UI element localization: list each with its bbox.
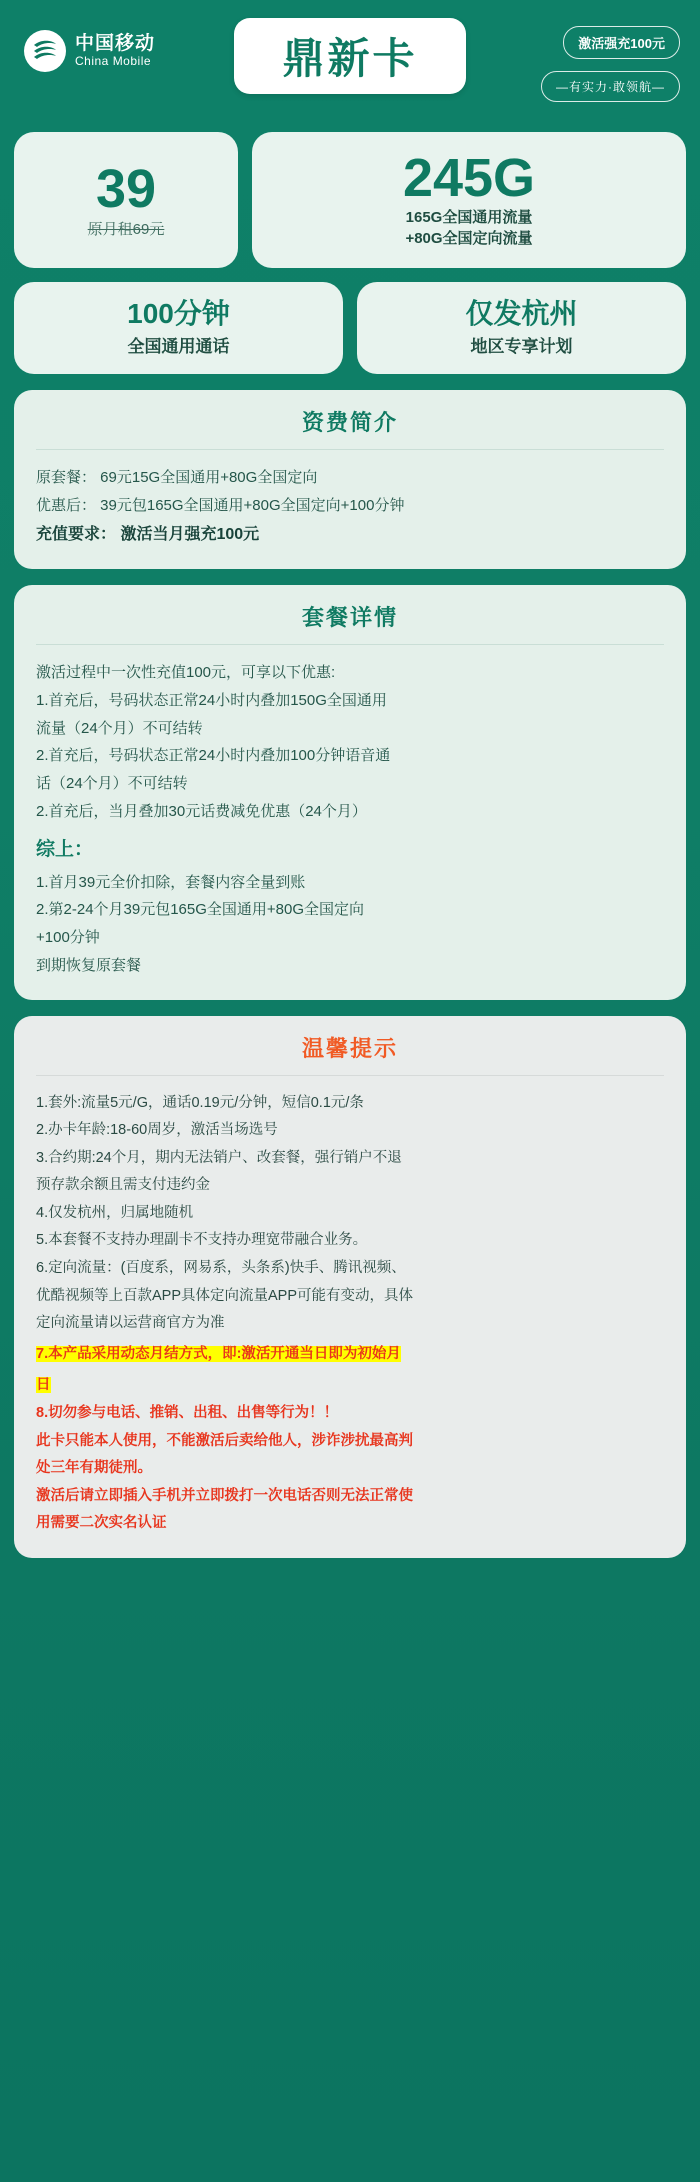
fee-divider: [36, 449, 664, 450]
brand-text: [75, 33, 155, 69]
data-total-value: 245G: [402, 147, 536, 208]
detail-summary-line: 1.首月39元全价扣除，套餐内容全量到账: [36, 873, 306, 891]
tip-line: 3.合约期:24个月，期内无法销户、改套餐，强行销户不退: [36, 1149, 402, 1166]
product-title-badge: [234, 18, 466, 94]
recharge-chip: 激活强充100元: [563, 26, 680, 59]
detail-section: [14, 585, 686, 1000]
tip-line: 2.办卡年龄:18-60周岁，激活当场选号: [36, 1122, 278, 1139]
fee-line: 优惠后： 39元包165G全国通用+80G全国定向+100分钟: [36, 496, 405, 514]
data-directed-line: +80G全国定向流量: [405, 230, 533, 248]
header-chips: [541, 14, 686, 102]
fee-line: 原套餐： 69元15G全国通用+80G全国定向: [36, 469, 318, 486]
brand-name-en: China Mobile: [75, 54, 152, 69]
data-general-line: 165G全国通用流量: [405, 208, 533, 226]
voice-card: [14, 282, 343, 374]
tip-highlight-line: 日: [36, 1376, 51, 1393]
detail-summary-heading: 综上：: [36, 838, 94, 860]
fee-section-title: 资费简介: [301, 410, 398, 435]
detail-line: 激活过程中一次性充值100元，可享以下优惠:: [36, 664, 336, 682]
tips-section-title: 温馨提示: [301, 1035, 398, 1061]
tips-divider: [36, 1075, 664, 1076]
brand-name-cn: 中国移动: [75, 33, 156, 55]
tip-warning-line: 8.切勿参与电话、推销、出租、出售等行为！！: [36, 1405, 339, 1422]
tip-line: 6.定向流量：(百度系，网易系，头条系)快手、腾讯视频、: [36, 1260, 406, 1277]
data-card: [252, 132, 686, 268]
price-value: 39: [95, 158, 157, 219]
highlight-row-2: [14, 282, 686, 374]
detail-line: 流量（24个月）不可结转: [36, 719, 203, 737]
page-header: [14, 14, 686, 122]
tip-line: 4.仅发杭州，归属地随机: [36, 1204, 194, 1221]
highlight-row-1: [14, 132, 686, 268]
tips-highlight-block: [36, 1338, 664, 1400]
detail-line: 2.首充后，当月叠加30元话费减免优惠（24个月）: [36, 802, 367, 820]
slogan-chip: —有实力·敢领航—: [541, 71, 680, 102]
region-value: 仅发杭州: [465, 297, 578, 329]
detail-section-title: 套餐详情: [301, 605, 398, 631]
price-original: 原月租69元: [87, 220, 165, 238]
fee-section: [14, 390, 686, 569]
page-title: 鼎新卡: [282, 35, 418, 82]
china-mobile-logo-icon: [24, 30, 66, 72]
tip-line: 1.套外:流量5元/G，通话0.19元/分钟，短信0.1元/条: [36, 1094, 364, 1111]
tip-line: 定向流量请以运营商官方为准: [36, 1315, 225, 1332]
tip-warning-line: 激活后请立即插入手机并立即拨打一次电话否则无法正常使: [36, 1487, 413, 1504]
tip-line: 预存款余额且需支付违约金: [36, 1177, 210, 1194]
voice-minutes-value: 100分钟: [127, 297, 230, 329]
detail-summary-line: +100分钟: [36, 929, 100, 947]
detail-summary-line: 2.第2-24个月39元包165G全国通用+80G全国定向: [36, 901, 365, 919]
tip-highlight-line: 7.本产品采用动态月结方式，即:激活开通当日即为初始月: [36, 1345, 401, 1362]
detail-divider: [36, 644, 664, 645]
voice-minutes-label: 全国通用通话: [127, 337, 230, 357]
tip-line: 优酷视频等上百款APP具体定向流量APP可能有变动，具体: [36, 1287, 414, 1304]
region-label: 地区专享计划: [470, 337, 573, 357]
tip-line: 5.本套餐不支持办理副卡不支持办理宽带融合业务。: [36, 1232, 368, 1249]
detail-line: 1.首充后，号码状态正常24小时内叠加150G全国通用: [36, 691, 387, 709]
fee-recharge-requirement: 充值要求： 激活当月强充100元: [36, 525, 260, 543]
detail-summary-line: 到期恢复原套餐: [36, 956, 142, 974]
region-card: [357, 282, 686, 374]
tip-warning-line: 用需要二次实名认证: [36, 1515, 167, 1532]
tip-warning-line: 处三年有期徒刑。: [36, 1460, 152, 1477]
tip-warning-line: 此卡只能本人使用，不能激活后卖给他人，涉诈涉扰最高判: [36, 1432, 413, 1449]
detail-line: 2.首充后，号码状态正常24小时内叠加100分钟语音通: [36, 747, 391, 765]
tips-section: [14, 1016, 686, 1558]
brand-block: [14, 14, 155, 72]
price-card: [14, 132, 238, 268]
detail-line: 话（24个月）不可结转: [36, 775, 188, 793]
